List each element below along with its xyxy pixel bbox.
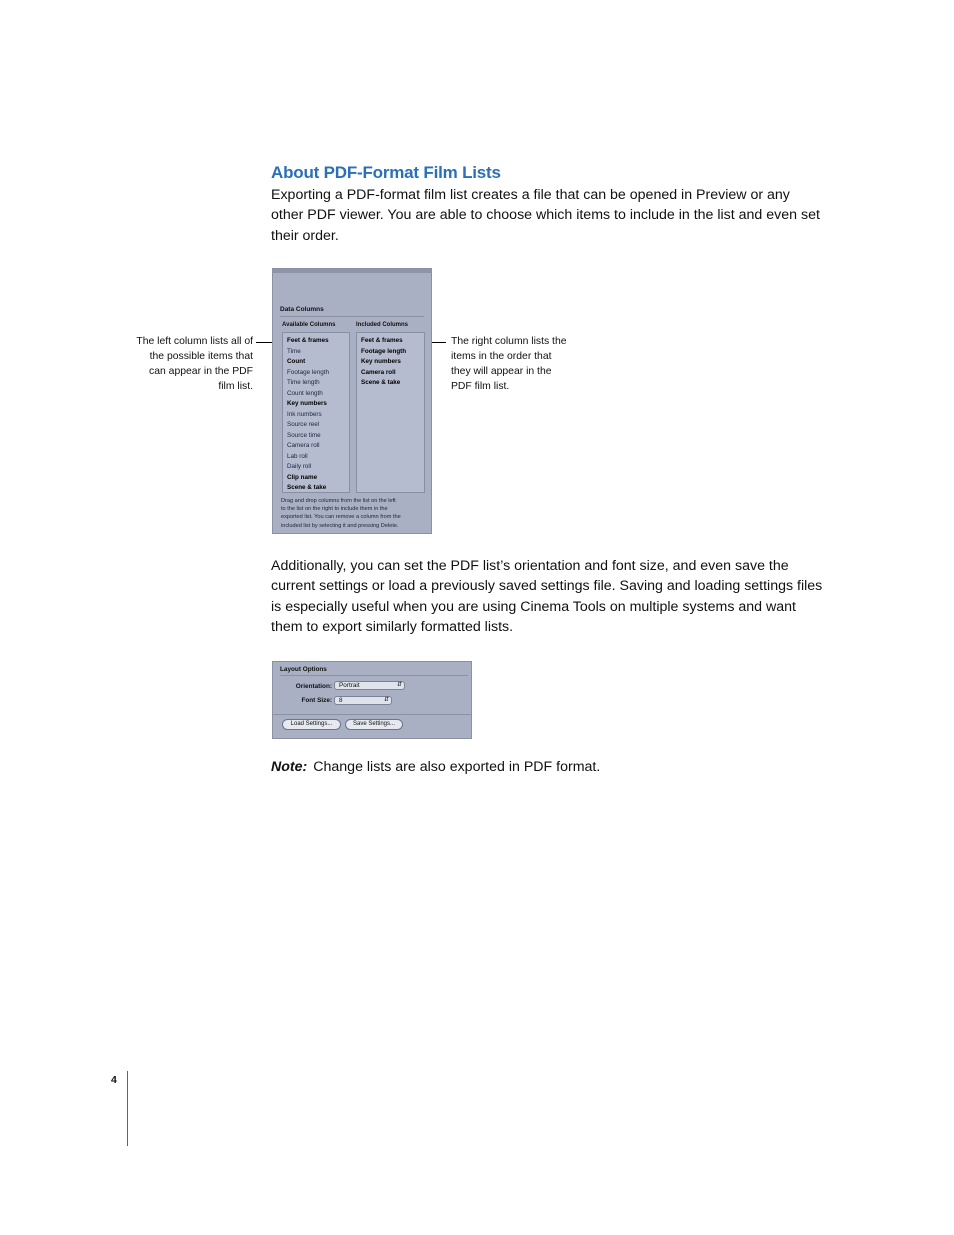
intro-line: Exporting a PDF-format film list creates a file that can be opened in Preview or any	[271, 187, 790, 203]
data-columns-instructions	[281, 497, 427, 530]
left-column-callout	[128, 334, 253, 394]
callout-line: items in the order that	[451, 351, 552, 362]
additional-line: current settings or load a previously saved settings file. Saving and loading settings files	[271, 578, 823, 595]
available-column-item[interactable]: Time length	[287, 379, 320, 386]
callout-line: film list.	[218, 381, 253, 392]
divider	[280, 316, 424, 317]
included-column-item[interactable]: Feet & frames	[361, 337, 403, 344]
load-settings-button[interactable]: Load Settings...	[282, 719, 341, 730]
page-number: 4	[111, 1074, 117, 1086]
available-column-item[interactable]: Scene & take	[287, 484, 327, 491]
note	[271, 759, 600, 775]
note-label: Note:	[271, 759, 308, 775]
additional-line: Additionally, you can set the PDF list’s orientation and font size, and even save the	[271, 558, 789, 574]
included-column-item[interactable]: Camera roll	[361, 368, 396, 376]
available-column-item[interactable]: Count	[287, 358, 306, 365]
available-columns-header: Available Columns	[282, 322, 336, 328]
font-size-select[interactable]	[334, 696, 392, 705]
included-columns-header: Included Columns	[356, 322, 409, 328]
intro-paragraph	[271, 185, 831, 246]
font-size-label: Font Size:	[301, 697, 332, 704]
callout-line: PDF film list.	[451, 381, 510, 392]
additional-line: is especially useful when you are using Cinema Tools on multiple systems and want	[271, 598, 796, 615]
additional-paragraph	[271, 556, 831, 637]
included-column-item[interactable]: Footage length	[361, 347, 407, 355]
included-column-item[interactable]: Scene & take	[361, 379, 401, 386]
orientation-select[interactable]	[334, 681, 405, 690]
save-settings-button[interactable]: Save Settings...	[345, 719, 403, 730]
intro-line: other PDF viewer. You are able to choose which items to include in the list and even set	[271, 207, 820, 224]
available-column-item[interactable]: Clip name	[287, 473, 318, 481]
updown-arrows-icon: ⇵	[383, 697, 389, 703]
updown-arrows-icon: ⇵	[396, 682, 402, 688]
available-column-item[interactable]: Camera roll	[287, 442, 320, 449]
section-heading: About PDF-Format Film Lists	[271, 163, 501, 182]
orientation-label: Orientation:	[295, 683, 332, 690]
callout-line: the possible items that	[149, 351, 253, 362]
callout-line: The left column lists all of	[136, 336, 253, 347]
panel-top-bar	[273, 269, 431, 273]
font-size-value: 8	[339, 697, 343, 704]
divider	[273, 714, 471, 715]
included-columns-list[interactable]	[356, 332, 425, 493]
callout-line: they will appear in the	[451, 366, 552, 377]
available-column-item[interactable]: Daily roll	[287, 463, 312, 470]
divider	[280, 675, 468, 676]
instruction-line: Drag and drop columns from the list on the left	[281, 498, 396, 504]
available-columns-list[interactable]	[282, 332, 350, 493]
instruction-line: exported list. You can remove a column from the	[281, 514, 401, 521]
available-column-item[interactable]: Lab roll	[287, 452, 308, 460]
available-column-item[interactable]: Count length	[287, 389, 323, 397]
right-column-callout	[451, 334, 581, 394]
available-column-item[interactable]: Feet & frames	[287, 337, 329, 344]
page-margin-rule	[127, 1071, 128, 1146]
data-columns-title: Data Columns	[280, 306, 324, 313]
intro-line: their order.	[271, 227, 339, 244]
callout-line: The right column lists the	[451, 336, 567, 347]
callout-line: can appear in the PDF	[149, 366, 253, 377]
included-column-item[interactable]: Key numbers	[361, 358, 401, 365]
layout-options-panel	[272, 661, 472, 739]
available-column-item[interactable]: Source time	[287, 431, 321, 439]
note-text: Change lists are also exported in PDF format.	[313, 759, 601, 775]
available-column-item[interactable]: Footage length	[287, 368, 330, 376]
instruction-line: to the list on the right to include them in the	[281, 506, 388, 513]
available-column-item[interactable]: Source reel	[287, 421, 320, 428]
instruction-line: included list by selecting it and pressing Delete.	[281, 522, 399, 529]
data-columns-panel	[272, 268, 432, 534]
available-column-item[interactable]: Time	[287, 347, 301, 355]
layout-options-title: Layout Options	[280, 666, 327, 673]
available-column-item[interactable]: Ink numbers	[287, 410, 322, 418]
orientation-value: Portrait	[339, 682, 360, 689]
additional-line: them to export similarly formatted lists.	[271, 618, 514, 635]
available-column-item[interactable]: Key numbers	[287, 400, 327, 407]
